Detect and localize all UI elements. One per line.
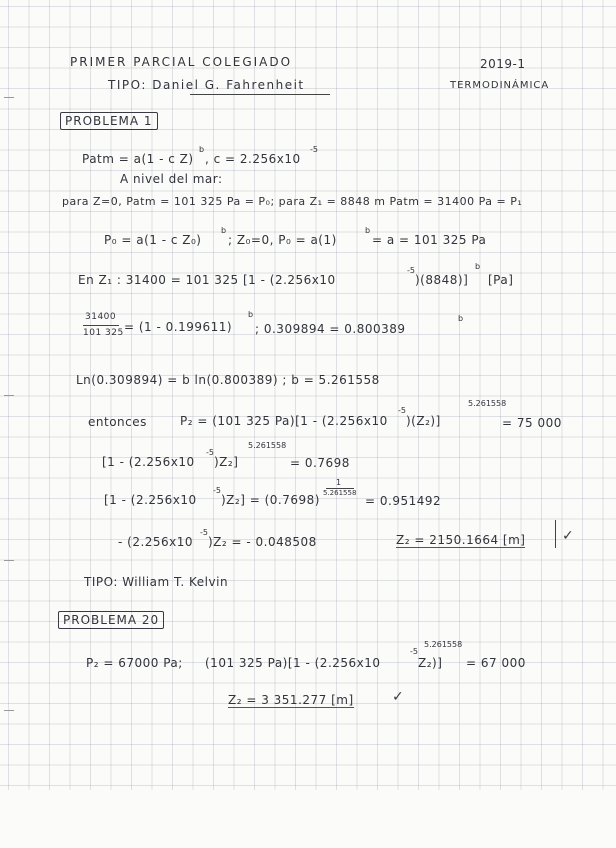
problem1-eq9: - (2.256x10 [118,535,194,549]
problem1-eq2-rest: ; Z₀=0, P₀ = a(1) [228,233,337,247]
problem1-eq3: En Z₁ : 31400 = 101 325 [1 - (2.256x10 [78,273,336,287]
problem1-eq7-rest: )Z₂] [214,455,239,469]
problem2-eq1-end: = 67 000 [466,656,526,670]
problem1-eq1: Patm = a(1 - c Z) [82,152,194,166]
problem1-conditions: para Z=0, Patm = 101 325 Pa = P₀; para Z₁ = 8848 m Patm = 31400 Pa = P₁ [62,195,523,208]
problem1-eq2-exp: b [221,226,227,235]
problem1-eq8: [1 - (2.256x10 [104,493,197,507]
header-subject: TERMODINÁMICA [450,80,550,91]
margin-mark [4,97,14,98]
problem1-eq6-exp: -5 [398,406,406,415]
problem1-eq1-c-exp: -5 [310,145,318,154]
margin-mark [4,560,14,561]
second-author: TIPO: William T. Kelvin [84,575,229,589]
problem2-eq1-mid-rest: Z₂)] [418,656,443,670]
problem2-eq1-mid-rest-exp: 5.261558 [424,640,463,649]
problem1-eq2-rest-exp: b [365,226,371,235]
problem1-eq6-end: = 75 000 [502,416,562,430]
problem1-eq1-exp: b [199,145,205,154]
checkmark-icon: ✓ [392,689,404,705]
checkmark-icon: ✓ [562,528,574,544]
problem1-result: Z₂ = 2150.1664 [m] [396,533,526,547]
problem2-result: Z₂ = 3 351.277 [m] [228,693,354,707]
problem1-eq3-exp: -5 [407,266,415,275]
problem1-frac-num: 31400 [85,312,117,322]
author-underline [190,94,330,95]
problem1-eq8-rest: )Z₂] = (0.7698) [221,493,320,507]
problem1-eq6-rest: )(Z₂)] [406,414,441,428]
problem1-eq4: = (1 - 0.199611) [124,320,233,334]
problem1-frac-den: 101 325 [83,328,124,338]
problem1-eq8-end: = 0.951492 [365,494,442,508]
bottom-margin [0,790,616,848]
problem2-eq1: P₂ = 67000 Pa; [86,656,183,670]
problem1-eq7-rest-exp: 5.261558 [248,441,287,450]
problem1-eq4-exp: b [248,310,254,319]
problem1-eq8-exp: -5 [213,486,221,495]
problem1-eq3-rest-exp: b [475,262,481,271]
problem1-eq4-rest: ; 0.309894 = 0.800389 [255,322,406,336]
margin-mark [4,395,14,396]
result-bar [555,520,556,548]
problem1-eq3-end: [Pa] [488,273,514,287]
problem1-eq8-exp-den: 5.261558 [323,489,357,497]
problem1-eq6: P₂ = (101 325 Pa)[1 - (2.256x10 [180,414,388,428]
problem1-eq8-exp-num: 1 [336,478,342,487]
header-author: TIPO: Daniel G. Fahrenheit [108,78,305,92]
problem1-eq9-exp: -5 [200,528,208,537]
problem1-eq3-rest: )(8848)] [415,273,469,287]
problem2-eq1-mid: (101 325 Pa)[1 - (2.256x10 [205,656,381,670]
fraction-bar [83,325,119,326]
problem1-eq2: P₀ = a(1 - c Z₀) [104,233,202,247]
problem1-eq4-rest-exp: b [458,314,464,323]
problem1-note: A nivel del mar: [120,172,223,186]
problem1-eq6-pre: entonces [88,415,147,429]
problem1-eq7: [1 - (2.256x10 [102,455,195,469]
problem1-eq1-c: , c = 2.256x10 [205,152,301,166]
problem1-eq7-end: = 0.7698 [290,456,350,470]
problem1-eq9-rest: )Z₂ = - 0.048508 [208,535,317,549]
problem1-eq5: Ln(0.309894) = b ln(0.800389) ; b = 5.261558 [76,373,380,387]
header-semester: 2019-1 [480,57,526,71]
problem1-eq7-exp: -5 [206,448,214,457]
problem2-label: PROBLEMA 20 [58,611,164,629]
problem1-label: PROBLEMA 1 [60,112,158,130]
problem2-eq1-mid-exp: -5 [410,647,418,656]
problem1-eq6-rest-exp: 5.261558 [468,399,507,408]
header-title: PRIMER PARCIAL COLEGIADO [70,55,293,69]
margin-mark [4,710,14,711]
problem1-eq2-end: = a = 101 325 Pa [372,233,487,247]
